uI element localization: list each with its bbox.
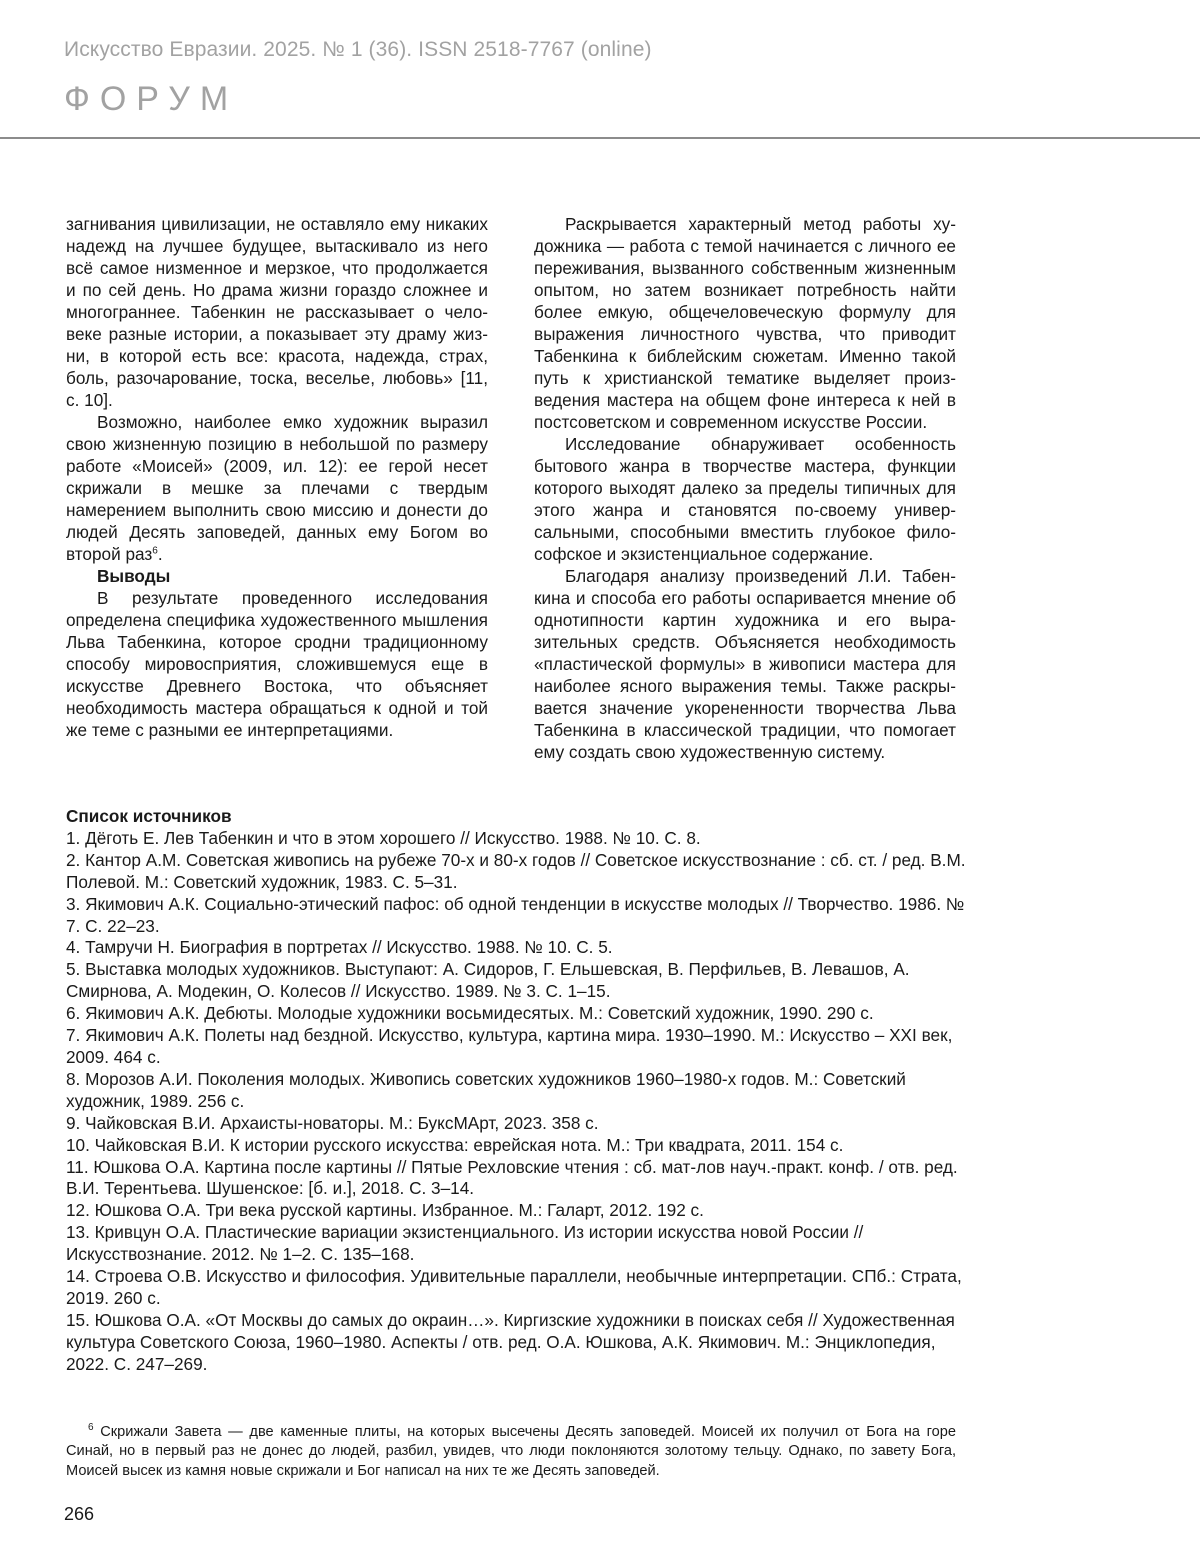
references-list — [66, 828, 966, 1376]
reference-item: 14. Строева О.В. Искусство и философия. Удивительные параллели, необычные интерпретации. СПб.: Страта, 2019. 260 с. — [66, 1266, 962, 1308]
reference-item: 2. Кантор А.М. Советская живопись на рубеже 70-х и 80-х годов // Советское искусствознание : сб. ст. / ред. В.М. Полевой. М.: Советский художник, 1983. С. 5–31. — [66, 849, 966, 892]
reference-item: 4. Тамручи Н. Биография в портретах // Искусство. 1988. № 10. С. 5. — [66, 937, 613, 958]
reference-item: 7. Якимович А.К. Полеты над бездной. Искусство, культура, картина мира. 1930–1990. М.: Искусство – XXI век, 2009. 464 с. — [66, 1025, 953, 1067]
reference-item: 10. Чайковская В.И. К истории русского искусства: еврейская нота. М.: Три квадрата, 2011. 154 с. — [66, 1134, 844, 1155]
left-paragraph-3: В результате проведенного исследования определена специфика художественного мышления Льва Табенкина, которое сродни традиционному способу мировосприятия, сложившемуся еще в искусстве Древнего Востока, что объясняет необходимость мастера обращаться к одной и той же теме с разными ее интерпретациями. — [66, 588, 488, 740]
reference-item: 12. Юшкова О.А. Три века русской картины. Избранное. М.: Галарт, 2012. 192 с. — [66, 1200, 704, 1221]
right-paragraph-2: Исследование обнаруживает особенность бытового жанра в творчестве мастера, функции которого выходят далеко за пределы типичных для этого жанра и становятся по-своему универсальными, способными вместить глубокое философское и экзистенциальное содержание. — [534, 434, 956, 564]
right-paragraph-1: Раскрывается характерный метод работы художника — работа с темой начинается с личного ее переживания, вызванного собственным жизненным опытом, но затем возникает потребность найти более емкую, общечеловеческую формулу для выражения личностного чувства, что приводит Табенкина к библейским сюжетам. Именно такой путь к христианской тематике выделяет произведения мастера на общем фоне интереса к ней в постсоветском и современном искусстве России. — [534, 214, 956, 432]
reference-item: 1. Дёготь Е. Лев Табенкин и что в этом хорошего // Искусство. 1988. № 10. С. 8. — [66, 827, 701, 848]
section-title: ФОРУМ — [64, 80, 239, 118]
reference-item: 3. Якимович А.К. Социально-этический пафос: об одной тенденции в искусстве молодых // Творчество. 1986. № 7. С. 22–23. — [66, 893, 965, 936]
conclusions-heading: Выводы — [97, 566, 171, 586]
reference-item: 15. Юшкова О.А. «От Москвы до самых до окраин…». Киргизские художники в поисках себя // Художественная культура Советского Союза, 1960–1980. Аспекты / отв. ред. О.А. Юшкова, А.К. Якимович. М.: Энциклопедия, 2022. С. 247–269. — [66, 1309, 955, 1374]
journal-title: Искусство Евразии. 2025. № 1 (36). ISSN 2518-7767 (online) — [64, 38, 652, 61]
reference-item: 5. Выставка молодых художников. Выступают: А. Сидоров, Г. Ельшевская, В. Перфильев, В. Левашов, А. Смирнова, А. Модекин, О. Колесов // Искусство. 1989. № 3. С. 1–15. — [66, 959, 910, 1002]
reference-item: 13. Кривцун О.А. Пластические вариации экзистенциального. Из истории искусства новой России // Искусствознание. 2012. № 1–2. С. 135–168. — [66, 1222, 864, 1265]
footnote-mark: 6 — [88, 1422, 94, 1434]
references-section — [66, 806, 966, 1376]
reference-item: 11. Юшкова О.А. Картина после картины // Пятые Рехловские чтения : сб. мат-лов науч.-практ. конф. / отв. ред. В.И. Терентьева. Шушенское: [б. и.], 2018. С. 3–14. — [66, 1156, 958, 1199]
right-paragraph-3: Благодаря анализу произведений Л.И. Табенкина и способа его работы оспаривается мнение об однотипности картин художника и его выразительных средств. Объясняется необходимость «пластической формулы» в живописи мастера для наиболее ясного выражения темы. Также раскрывается значение укорененности творчества Льва Табенкина в классической традиции, что помогает ему создать свою художественную систему. — [534, 566, 956, 762]
footnote-reference[interactable]: 6 — [152, 545, 158, 557]
reference-item: 6. Якимович А.К. Дебюты. Молодые художники восьмидесятых. М.: Советский художник, 1990. 290 с. — [66, 1003, 874, 1024]
left-paragraph-1: загнивания цивилизации, не оставляло ему никаких надежд на лучшее будущее, вытаскивало из него всё самое низменное и мерзкое, что продолжается и по сей день. Но драма жизни гораздо сложнее и многограннее. Табенкин не рассказывает о человеке разные истории, а показывает эту драму жизни, в которой есть все: красота, надежда, страх, боль, разочарование, тоска, веселье, любовь» [11, с. 10]. — [66, 214, 488, 410]
header-divider — [0, 137, 1200, 139]
left-paragraph-2-end: . — [157, 544, 163, 564]
left-column — [66, 213, 488, 741]
footnote-text: Скрижали Завета — две каменные плиты, на которых высечены Десять заповедей. Моисей их получил от Бога на горе Синай, но в первый раз не донес до людей, разбил, увидев, что люди поклоняются золотому тельцу. Однако, по завету Бога, Моисей высек из камня новые скрижали и Бог написал на них те же Десять заповедей. — [66, 1424, 956, 1479]
footnote — [66, 1423, 956, 1481]
page-number: 266 — [64, 1504, 95, 1524]
references-heading: Список источников — [66, 806, 232, 826]
footnote-body — [66, 1423, 956, 1481]
left-paragraph-2-text: Возможно, наиболее емко художник выразил свою жизненную позицию в небольшой по размеру работе «Моисей» (2009, ил. 12): ее герой несет скрижали в мешке за плечами с твердым намерением выполнить свою миссию и донести до людей Десять заповедей, данных ему Богом во второй раз — [66, 412, 488, 564]
reference-item: 8. Морозов А.И. Поколения молодых. Живопись советских художников 1960–1980-х годов. М.: Советский художник, 1989. 256 с. — [66, 1068, 906, 1111]
left-paragraph-2 — [66, 411, 488, 565]
right-column — [534, 213, 956, 763]
reference-item: 9. Чайковская В.И. Архаисты-новаторы. М.: БуксМАрт, 2023. 358 с. — [66, 1112, 599, 1133]
